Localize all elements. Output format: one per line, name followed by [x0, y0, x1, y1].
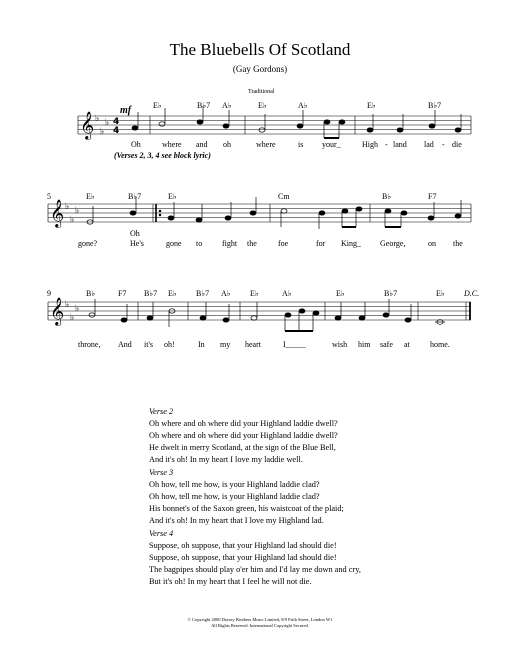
- dynamic-marking: mf: [120, 105, 132, 116]
- lyric-syllable: And: [118, 340, 132, 349]
- chord-symbol: A♭: [282, 289, 292, 298]
- lyric-syllable: home.: [430, 340, 450, 349]
- chord-symbol: E♭: [258, 101, 267, 110]
- staff-system-2: [48, 204, 471, 222]
- chord-symbol: E♭: [168, 289, 177, 298]
- lyric-syllable: him: [358, 340, 371, 349]
- lyric-syllable: Oh: [131, 140, 141, 149]
- lyric-syllable: where: [256, 140, 276, 149]
- page-subtitle: (Gay Gordons): [232, 64, 288, 74]
- lyric-syllable: In: [198, 340, 205, 349]
- lyric-syllable: is: [298, 140, 304, 149]
- lyric-syllable: where: [162, 140, 182, 149]
- verse-block: [149, 467, 344, 527]
- flat-icon: ♭: [95, 114, 100, 124]
- lyric-syllable: lad: [424, 140, 434, 149]
- lyric-syllable: it's: [144, 340, 153, 349]
- staff-system-1: [78, 116, 471, 134]
- treble-clef-icon: 𝄞: [80, 111, 95, 139]
- lyric-syllable: on: [428, 239, 436, 248]
- verse-line: The bagpipes should play o'er him and I'd lay me down and cry,: [149, 565, 361, 574]
- measure-number: 5: [47, 192, 51, 201]
- lyric-syllable: oh!: [164, 340, 175, 349]
- time-signature: 4: [113, 117, 120, 127]
- chord-symbol: E♭: [168, 192, 177, 201]
- chord-symbol: E♭: [250, 289, 259, 298]
- lyric-syllable: safe: [380, 340, 393, 349]
- chord-symbol: B♭7: [128, 192, 142, 201]
- verse-line: Oh how, tell me how, is your Highland laddie clad?: [149, 480, 320, 489]
- lyric-syllable: gone?: [78, 239, 98, 248]
- copyright-line: All Rights Reserved. International Copyright Secured.: [211, 623, 309, 628]
- chord-symbols: [86, 101, 479, 298]
- chord-symbol: B♭: [86, 289, 96, 298]
- verse-note: (Verses 2, 3, 4 see block lyric): [114, 151, 211, 160]
- copyright-notice: [0, 617, 520, 629]
- chord-symbol: B♭7: [144, 289, 158, 298]
- flat-icon: ♭: [65, 300, 70, 310]
- verse-line: Oh how, tell me how, is your Highland laddie clad?: [149, 492, 320, 501]
- verse-line: And it's oh! In my heart that I love my Highland lad.: [149, 516, 324, 525]
- chord-symbol: A♭: [298, 101, 308, 110]
- measure-number: 9: [47, 289, 51, 298]
- lyric-syllable: -: [442, 140, 445, 149]
- chord-symbol: B♭: [382, 192, 392, 201]
- treble-clef-icon: 𝄞: [50, 297, 65, 325]
- verse-line: Suppose, oh suppose, that your Highland lad should die!: [149, 553, 337, 562]
- chord-symbol: E♭: [153, 101, 162, 110]
- lyric-syllable: -: [385, 140, 388, 149]
- verse-block: [149, 406, 338, 466]
- chord-symbol: F7: [428, 192, 437, 201]
- lyric-syllable: for: [316, 239, 326, 248]
- chord-symbol: E♭: [367, 101, 376, 110]
- chord-symbol: A♭: [222, 101, 232, 110]
- page-title: The Bluebells Of Scotland: [169, 40, 351, 59]
- flat-icon: ♭: [75, 304, 80, 314]
- chord-symbol: E♭: [436, 289, 445, 298]
- clef-keysig: [50, 111, 119, 326]
- verse-heading: Verse 4: [149, 529, 174, 538]
- lyric-syllable: High: [362, 140, 378, 149]
- chord-symbol: Cm: [278, 192, 290, 201]
- flat-icon: ♭: [105, 118, 110, 128]
- lyric-syllable: to: [196, 239, 203, 248]
- chord-symbol: B♭7: [196, 289, 210, 298]
- lyric-syllable: I_____: [283, 340, 306, 349]
- flat-icon: ♭: [70, 215, 75, 225]
- chord-symbol: F7: [118, 289, 127, 298]
- lyric-syllable: die: [452, 140, 462, 149]
- lyric-syllable: oh: [223, 140, 231, 149]
- lyric-syllable: wish: [332, 340, 348, 349]
- copyright-line: © Copyright 2000 Dorsey Brothers Music Limited, 8/9 Frith Street, London W1: [187, 617, 333, 622]
- composer-credit: Traditional: [248, 89, 275, 95]
- lyric-syllable: Oh: [130, 229, 140, 238]
- flat-icon: ♭: [75, 206, 80, 216]
- staff-system-3: [48, 302, 471, 320]
- verse-block: [149, 528, 361, 588]
- verse-line: He dwelt in merry Scotland, at the sign of the Blue Bell,: [149, 443, 336, 452]
- chord-symbol: E♭: [86, 192, 95, 201]
- chord-symbol: E♭: [336, 289, 345, 298]
- verse-heading: Verse 2: [149, 407, 174, 416]
- lyric-syllable: at: [404, 340, 410, 349]
- flat-icon: ♭: [65, 202, 70, 212]
- verse-heading: Verse 3: [149, 468, 174, 477]
- chord-symbol: B♭7: [197, 101, 211, 110]
- verse-line: But it's oh! In my heart that I feel he will not die.: [149, 577, 312, 586]
- chord-symbol: A♭: [221, 289, 231, 298]
- verse-line: Suppose, oh suppose, that your Highland lad should die!: [149, 541, 337, 550]
- lyric-syllable: George,: [380, 239, 406, 248]
- lyric-syllable: gone: [166, 239, 182, 248]
- lyric-syllable: and: [196, 140, 208, 149]
- lyric-syllable: my: [220, 340, 231, 349]
- dc-marking: D.C.: [464, 289, 480, 298]
- verse-line: And it's oh! In my heart I love my laddie well.: [149, 455, 303, 464]
- lyric-syllable: the: [453, 239, 463, 248]
- lyric-syllable: heart: [245, 340, 261, 349]
- flat-icon: ♭: [100, 127, 105, 137]
- lyric-syllable: the: [247, 239, 257, 248]
- lyric-syllable: foe: [278, 239, 289, 248]
- lyric-syllable: fight: [222, 239, 238, 248]
- treble-clef-icon: 𝄞: [50, 199, 65, 227]
- lyric-syllable: your_: [322, 140, 341, 149]
- lyric-syllable: He's: [130, 239, 144, 248]
- verse-line: Oh where and oh where did your Highland laddie dwell?: [149, 419, 338, 428]
- flat-icon: ♭: [70, 313, 75, 323]
- chord-symbol: B♭7: [428, 101, 442, 110]
- lyric-syllable: throne,: [78, 340, 101, 349]
- time-signature: 4: [113, 126, 120, 136]
- lyric-syllable: King_: [341, 239, 361, 248]
- verse-line: His bonnet's of the Saxon green, his waistcoat of the plaid;: [149, 504, 344, 513]
- lyrics: [78, 140, 463, 349]
- chord-symbol: B♭7: [384, 289, 398, 298]
- verse-line: Oh where and oh where did your Highland laddie dwell?: [149, 431, 338, 440]
- lyric-syllable: land: [393, 140, 407, 149]
